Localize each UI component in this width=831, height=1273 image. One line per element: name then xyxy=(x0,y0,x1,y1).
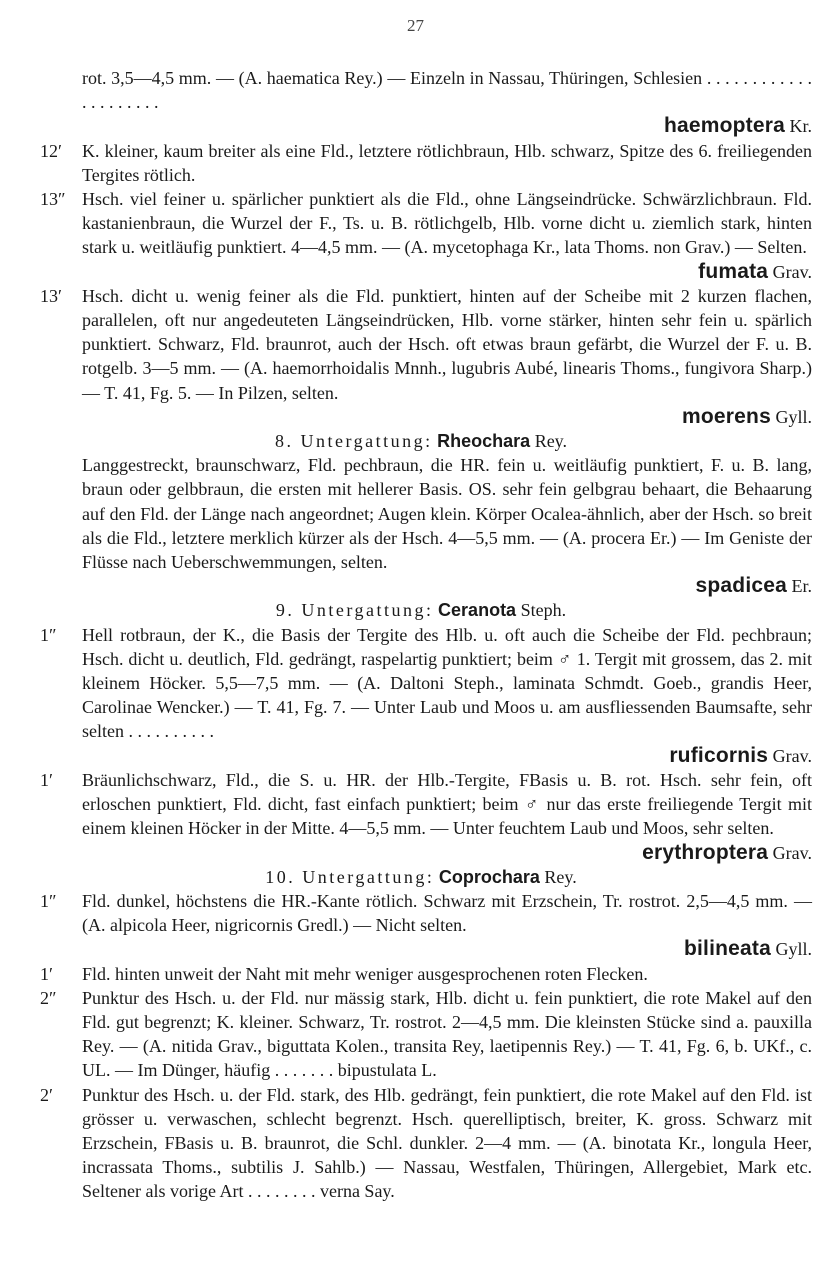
species-name-line xyxy=(30,841,812,865)
key-number: 1″ xyxy=(40,890,57,911)
key-text: Punktur des Hsch. u. der Fld. nur mässig stark, Hlb. dicht u. fein punktiert, die rote Makel auf den Fld. gut begrenzt; K. kleiner. Schwarz, Tr. rostrot. 2—4,5 mm. Die kleinsten Stücke sind a. pauxilla Rey. — (A. nitida Grav., biguttata Kolen., transita Rey, laetipennis Rey.) — T. 41, Fg. 6, b. UKf., c. UL. — Im Dünger, häufig . . . . . . . bipustulata L. xyxy=(82,987,812,1081)
key-entry xyxy=(30,768,812,841)
key-number: 13″ xyxy=(40,189,66,210)
subgenus-name: Coprochara xyxy=(438,866,540,887)
species-author: Gyll. xyxy=(775,939,812,960)
species-name: haemoptera xyxy=(663,114,785,138)
species-name-line xyxy=(30,260,812,284)
key-entry xyxy=(30,187,812,260)
key-text: Hsch. viel feiner u. spärlicher punktiert als die Fld., ohne Längseindrücke. Schwärzlichbraun. Fld. kastanienbraun, die Wurzel der F., Ts. u. B. rötlichgelb, Hlb. vorne dicht u. ziemlich stark, hinten stark u. weitläufig punktiert. 4—4,5 mm. — (A. mycetophaga Kr., lata Thoms. non Grav.) — Selten. xyxy=(82,189,812,258)
key-number: 1′ xyxy=(40,769,53,790)
key-text: Fld. hinten unweit der Naht mit mehr weniger ausgesprochenen roten Flecken. xyxy=(82,963,648,984)
species-name-line xyxy=(30,114,812,138)
species-author: Er. xyxy=(791,576,812,597)
species-name: spadicea xyxy=(695,574,787,598)
key-number: 2″ xyxy=(40,987,57,1008)
key-entry xyxy=(30,1083,812,1204)
subgenus-heading xyxy=(30,598,812,622)
species-author: Grav. xyxy=(772,745,812,766)
subgenus-name: Ceranota xyxy=(438,600,517,621)
key-text: Hsch. dicht u. wenig feiner als die Fld. punktiert, hinten auf der Scheibe mit 2 kurzen flachen, parallelen, oft nur angedeuteten Längseindrücken, Hlb. vorne stärker, hinten sehr fein u. spärlich punktiert. Schwarz, Fld. braunrot, auch der Hsch. oft etwas braun gefärbt, die Wurzel der F. u. B. rotgelb. 3—5 mm. — (A. haemorrhoidalis Mnnh., lugubris Aubé, linearis Thoms., fungivora Sharp.) — T. 41, Fg. 5. — In Pilzen, selten. xyxy=(82,285,812,403)
key-number: 1′ xyxy=(40,963,53,984)
paragraph: Langgestreckt, braunschwarz, Fld. pechbraun, die HR. fein u. weitläufig punktiert, F. u. B. lang, braun oder gelbbraun, die ersten mit hellerer Basis. OS. sehr fein gelbgrau behaart, die Behaarung auf den Fld. der Länge nach angeordnet; Augen klein. Körper Ocalea-ähnlich, aber der Hsch. so breit als die Fld., letztere merklich kürzer als der Hsch. 4—5,5 mm. — (A. procera Er.) — Im Geniste der Flüsse nach Ueberschwemmungen, selten. xyxy=(82,455,812,573)
subgenus-author: Rey. xyxy=(534,431,568,452)
key-text: Bräunlichschwarz, Fld., die S. u. HR. der Hlb.-Tergite, FBasis u. B. rot. Hsch. sehr fein, oft erloschen punktiert, Fld. dicht, fast einfach punktiert; beim ♂ nur das erste freiliegende Tergit mit einem kleinen Höcker in der Mitte. 4—5,5 mm. — Unter feuchtem Laub und Moos, sehr selten. xyxy=(82,769,812,839)
species-name-line xyxy=(30,405,812,429)
key-entry xyxy=(30,962,812,986)
species-name: moerens xyxy=(682,404,771,428)
key-entry xyxy=(30,889,812,937)
key-text: Hell rotbraun, der K., die Basis der Tergite des Hlb. u. oft auch die Scheibe der Fld. pechbraun; Hsch. dicht u. deutlich, Fld. gedrängt, raspelartig punktiert; beim ♂ 1. Tergit mit grossem, das 2. mit kleinem Höcker. 5,5—7,5 mm. — (A. Daltoni Steph., laminata Schmdt. Goeb., grandis Heer, Carolinae Wencker.) — T. 41, Fg. 7. — Unter Laub und Moos u. am ausfliessenden Baumsafte, sehr selten . . . . . . . . . . xyxy=(82,624,812,742)
key-number: 12′ xyxy=(40,140,62,161)
species-author: Grav. xyxy=(772,261,812,282)
species-name-line xyxy=(30,574,812,598)
subgenus-label: 8. Untergattung: xyxy=(274,431,433,452)
page-number: 27 xyxy=(407,16,424,35)
species-name: bilineata xyxy=(683,937,771,961)
species-name-line xyxy=(30,937,812,961)
species-name: erythroptera xyxy=(642,840,769,864)
subgenus-label: 9. Untergattung: xyxy=(275,600,434,621)
key-entry xyxy=(30,284,812,405)
species-name: fumata xyxy=(698,259,769,283)
subgenus-name: Rheochara xyxy=(437,431,531,452)
subgenus-label: 10. Untergattung: xyxy=(265,866,435,887)
key-entry xyxy=(30,139,812,187)
document-body xyxy=(30,66,812,1204)
key-entry xyxy=(30,986,812,1083)
key-text: K. kleiner, kaum breiter als eine Fld., letztere rötlichbraun, Hlb. schwarz, Spitze des 6. freiliegenden Tergites rötlich. xyxy=(82,140,812,185)
subgenus-heading xyxy=(30,429,812,453)
subgenus-author: Rey. xyxy=(544,866,577,887)
subgenus-heading xyxy=(30,865,812,889)
key-text: Fld. dunkel, höchstens die HR.-Kante rötlich. Schwarz mit Erzschein, Tr. rostrot. 2,5—4,5 mm. — (A. alpicola Heer, nigricornis Gredl.) — Nicht selten. xyxy=(82,890,812,936)
key-text: Punktur des Hsch. u. der Fld. stark, des Hlb. gedrängt, fein punktiert, die rote Makel auf den Fld. ist grösser u. verwaschen, schlecht begrenzt. Hsch. querelliptisch, breiter, K. gross. Schwarz mit Erzschein, FBasis u. B. braunrot, die Schl. dunkler. 2—4 mm. — (A. binotata Kr., longula Heer, incrassata Thoms., subtilis J. Sahlb.) — Nassau, Westfalen, Thüringen, Allergebiet, Mark etc. Seltener als vorige Art . . . . . . . . verna Say. xyxy=(82,1084,812,1202)
species-author: Grav. xyxy=(772,842,812,863)
paragraph: rot. 3,5—4,5 mm. — (A. haematica Rey.) — Einzeln in Nassau, Thüringen, Schlesien . . . . . . . . . . . . . . . . . . . . . xyxy=(82,68,812,113)
species-name-line xyxy=(30,744,812,768)
species-name: ruficornis xyxy=(669,743,769,767)
key-number: 1″ xyxy=(40,624,57,645)
key-entry xyxy=(30,623,812,744)
species-author: Gyll. xyxy=(775,406,812,427)
key-number: 13′ xyxy=(40,285,62,306)
species-author: Kr. xyxy=(789,116,812,137)
key-number: 2′ xyxy=(40,1084,53,1105)
subgenus-author: Steph. xyxy=(520,600,567,621)
